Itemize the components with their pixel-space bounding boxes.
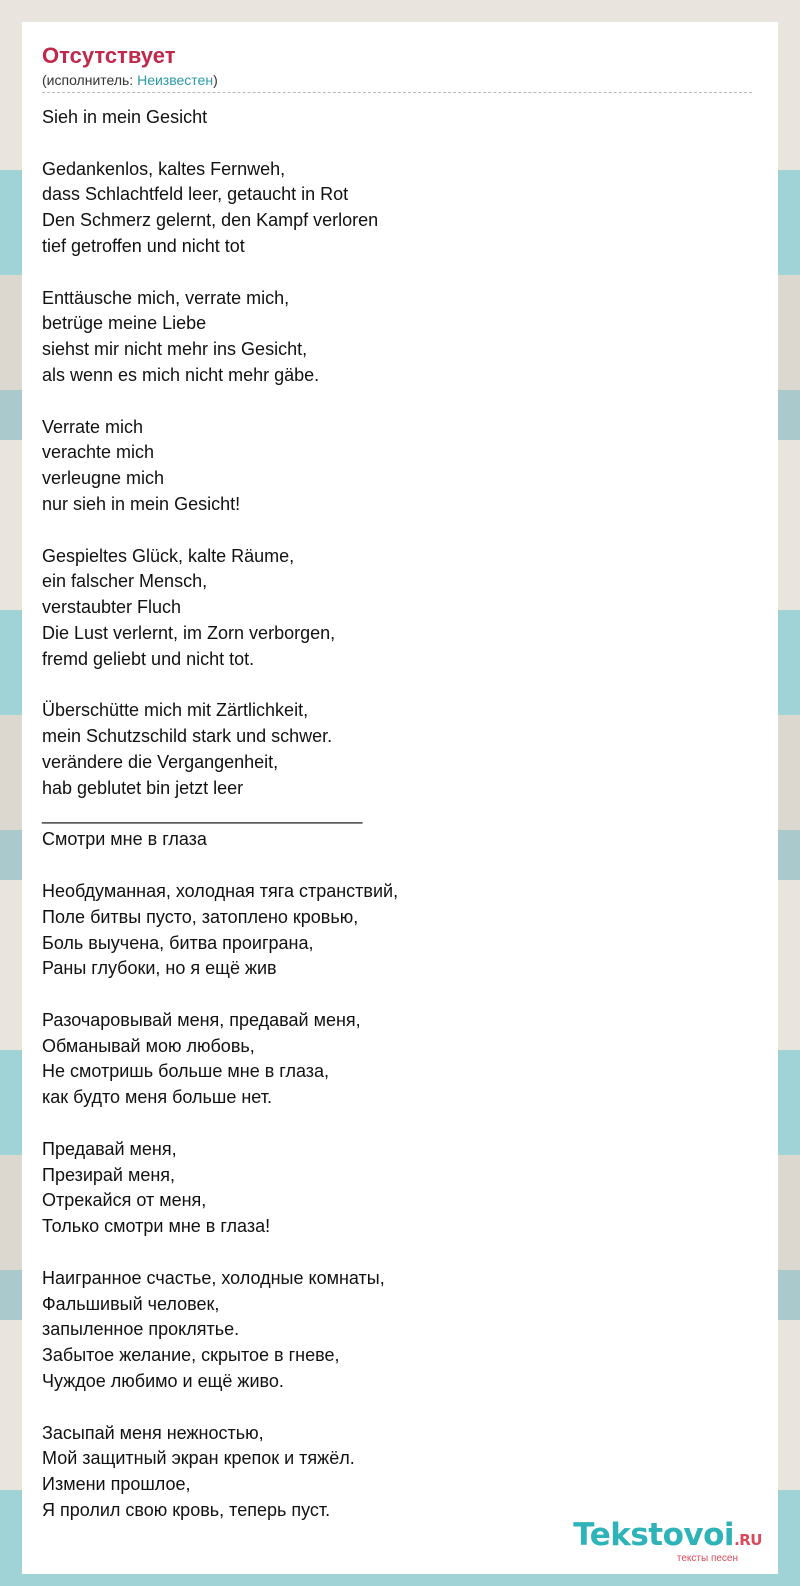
logo-tld: .RU bbox=[734, 1531, 762, 1549]
lyric-line: fremd geliebt und nicht tot. bbox=[42, 648, 255, 669]
lyrics-card bbox=[22, 22, 778, 1574]
lyric-line: als wenn es mich nicht mehr gäbe. bbox=[42, 364, 320, 385]
lyric-line: Sieh in mein Gesicht bbox=[42, 107, 208, 127]
lyric-line: Отрекайся от меня, bbox=[42, 1190, 207, 1211]
lyric-line: ________________________________ bbox=[42, 803, 363, 824]
performer-link[interactable]: Неизвестен bbox=[137, 72, 214, 88]
site-logo[interactable] bbox=[573, 1519, 762, 1564]
lyric-line: Смотри мне в глаза bbox=[42, 829, 207, 850]
blank-line bbox=[42, 260, 758, 286]
title-divider bbox=[42, 92, 752, 93]
lyric-line: Den Schmerz gelernt, den Kampf verloren bbox=[42, 210, 379, 231]
lyric-line: dass Schlachtfeld leer, getaucht in Rot bbox=[42, 184, 349, 205]
lyric-line: verachte mich bbox=[42, 442, 155, 463]
lyric-line: Необдуманная, холодная тяга странствий, bbox=[42, 880, 399, 901]
lyric-line: Только смотри мне в глаза! bbox=[42, 1216, 271, 1237]
lyric-line: Боль выучена, битва проиграна, bbox=[42, 932, 314, 953]
lyric-line: Enttäusche mich, verrate mich, bbox=[42, 287, 290, 308]
lyric-line: Засыпай меня нежностью, bbox=[42, 1422, 264, 1443]
lyric-line: Фальшивый человек, bbox=[42, 1293, 220, 1314]
lyrics-text bbox=[42, 105, 758, 1524]
blank-line bbox=[42, 1395, 758, 1421]
lyric-line: Не смотришь больше мне в глаза, bbox=[42, 1061, 330, 1082]
lyric-line: запыленное проклятье. bbox=[42, 1319, 240, 1340]
logo-subtitle: тексты песен bbox=[676, 1553, 738, 1564]
lyric-line: ein falscher Mensch, bbox=[42, 571, 208, 592]
blank-line bbox=[42, 1240, 758, 1266]
blank-line bbox=[42, 389, 758, 415]
lyric-line: Чуждое любимо и ещё живо. bbox=[42, 1371, 284, 1392]
lyric-line: Verrate mich bbox=[42, 416, 144, 437]
lyric-line: как будто меня больше нет. bbox=[42, 1087, 272, 1108]
lyric-line: verstaubter Fluch bbox=[42, 597, 182, 618]
lyric-line: Я пролил свою кровь, теперь пуст. bbox=[42, 1500, 331, 1521]
lyric-line: Поле битвы пусто, затоплено кровью, bbox=[42, 906, 359, 927]
blank-line bbox=[42, 1111, 758, 1137]
lyric-line: Презирай меня, bbox=[42, 1164, 176, 1185]
lyric-line: Обманывай мою любовь, bbox=[42, 1035, 255, 1056]
lyric-line: Gespieltes Glück, kalte Räume, bbox=[42, 545, 295, 566]
lyric-line: Забытое желание, скрытое в гневе, bbox=[42, 1345, 340, 1366]
lyric-line: Мой защитный экран крепок и тяжёл. bbox=[42, 1448, 355, 1469]
blank-line bbox=[42, 518, 758, 544]
performer-line bbox=[42, 71, 758, 89]
lyric-line: siehst mir nicht mehr ins Gesicht, bbox=[42, 339, 308, 360]
lyric-line: Измени прошлое, bbox=[42, 1474, 191, 1495]
lyric-line: Раны глубоки, но я ещё жив bbox=[42, 958, 277, 979]
lyric-line: verleugne mich bbox=[42, 468, 165, 489]
lyric-line: hab geblutet bin jetzt leer bbox=[42, 777, 244, 798]
lyric-line: verändere die Vergangenheit, bbox=[42, 751, 279, 772]
lyric-line: Разочаровывай меня, предавай меня, bbox=[42, 1009, 361, 1030]
lyric-line: nur sieh in mein Gesicht! bbox=[42, 493, 241, 514]
logo-wordmark bbox=[573, 1519, 762, 1556]
lyric-line: mein Schutzschild stark und schwer. bbox=[42, 726, 333, 747]
performer-suffix: ) bbox=[213, 72, 218, 88]
blank-line bbox=[42, 131, 758, 157]
lyric-line: Die Lust verlernt, im Zorn verborgen, bbox=[42, 622, 336, 643]
lyric-line: Gedankenlos, kaltes Fernweh, bbox=[42, 158, 286, 179]
lyric-line: tief getroffen und nicht tot bbox=[42, 235, 245, 256]
blank-line bbox=[42, 673, 758, 699]
blank-line bbox=[42, 982, 758, 1008]
blank-line bbox=[42, 853, 758, 879]
performer-prefix: (исполнитель: bbox=[42, 72, 138, 88]
logo-main-text: Tekstovoi bbox=[573, 1517, 735, 1553]
song-title: Отсутствует bbox=[42, 43, 176, 68]
lyric-line: Überschütte mich mit Zärtlichkeit, bbox=[42, 700, 309, 721]
lyric-line: Наигранное счастье, холодные комнаты, bbox=[42, 1267, 385, 1288]
lyric-line: betrüge meine Liebe bbox=[42, 313, 207, 334]
lyric-line: Предавай меня, bbox=[42, 1138, 177, 1159]
